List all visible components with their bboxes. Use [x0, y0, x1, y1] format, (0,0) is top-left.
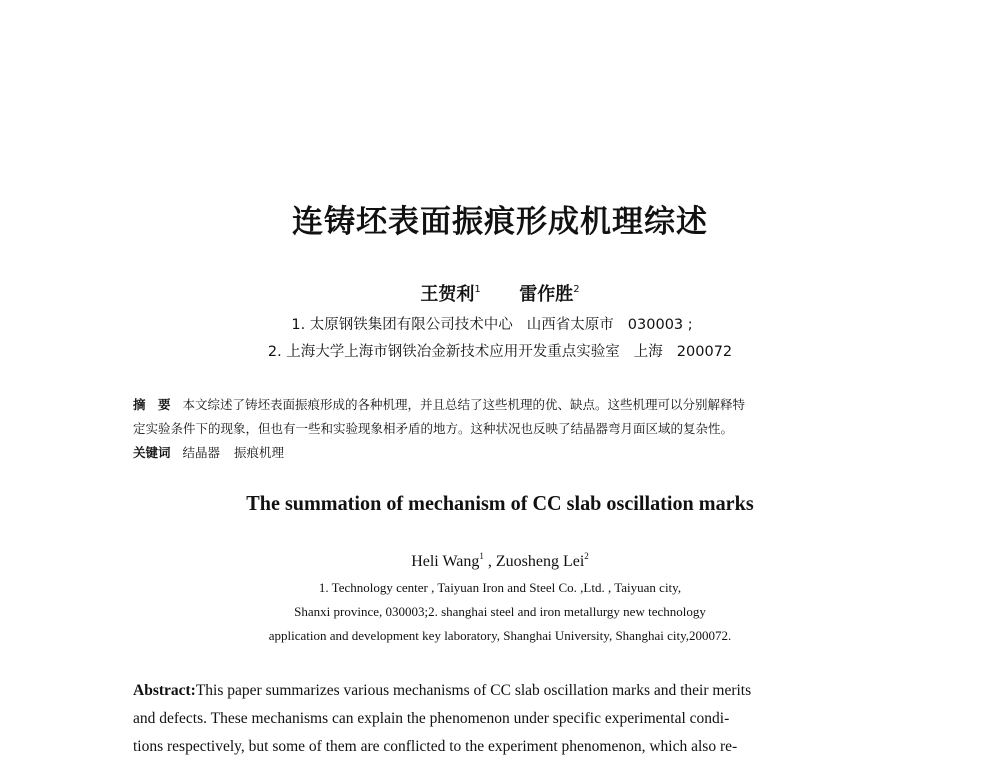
chinese-affiliation	[0, 340, 1000, 361]
english-affiliation-line: Shanxi province, 030003;2. shanghai steel and iron metallurgy new technology	[294, 604, 706, 619]
keywords-label: 关键词	[133, 445, 171, 460]
english-abstract	[133, 677, 863, 761]
author-affiliation-marker: 1	[479, 551, 484, 561]
chinese-authors	[0, 280, 1000, 306]
abstract-line	[133, 393, 863, 417]
author-name: 王贺利	[420, 284, 475, 305]
abstract-line: tions respectively, but some of them are conflicted to the experiment phenomenon, which also re-	[133, 738, 738, 755]
author-name: Heli Wang	[411, 553, 480, 570]
english-title: The summation of mechanism of CC slab oscillation marks	[246, 491, 754, 515]
keywords-line	[133, 441, 863, 465]
abstract-text: This paper summarizes various mechanisms of CC slab oscillation marks and their merits	[195, 682, 752, 699]
abstract-label: 摘 要	[133, 397, 171, 412]
author-affiliation-marker: 1	[474, 284, 481, 295]
chinese-title: 连铸坯表面振痕形成机理综述	[292, 204, 708, 240]
abstract-text: 本文综述了铸坯表面振痕形成的各种机理，并且总结了这些机理的优、缺点。这些机理可以分别解释特	[182, 397, 746, 412]
keyword: 振痕机理	[234, 445, 285, 460]
affiliation-postcode: 200072	[676, 344, 733, 360]
author-affiliation-marker: 2	[584, 551, 589, 561]
affiliation-place: 上海	[633, 344, 663, 360]
affiliation-place: 山西省太原市	[526, 317, 614, 333]
abstract-line: 定实验条件下的现象，但也有一些和实验现象相矛盾的地方。这种状况也反映了结晶器弯月面区域的复杂性。	[133, 421, 734, 436]
english-affiliation-line: application and development key laboratory, Shanghai University, Shanghai city,200072.	[268, 628, 732, 643]
author-name: 雷作胜	[519, 284, 574, 305]
abstract-label: Abstract:	[133, 682, 196, 699]
author-name: Zuosheng Lei	[495, 553, 585, 570]
chinese-abstract	[133, 393, 863, 465]
affiliation-org: 1. 太原钢铁集团有限公司技术中心	[291, 317, 513, 333]
abstract-line	[133, 677, 863, 705]
affiliation-postcode: 030003 ;	[627, 317, 693, 333]
english-affiliation-line: 1. Technology center , Taiyuan Iron and Steel Co. ,Ltd. , Taiyuan city,	[318, 580, 682, 595]
author-separator: ,	[483, 553, 496, 570]
affiliation-org: 2. 上海大学上海市钢铁冶金新技术应用开发重点实验室	[267, 344, 620, 360]
keyword: 结晶器	[182, 445, 221, 460]
abstract-line: and defects. These mechanisms can explain the phenomenon under specific experimental condi-	[133, 710, 730, 727]
author-affiliation-marker: 2	[573, 284, 580, 295]
english-authors	[0, 551, 1000, 571]
chinese-affiliation	[0, 313, 992, 334]
